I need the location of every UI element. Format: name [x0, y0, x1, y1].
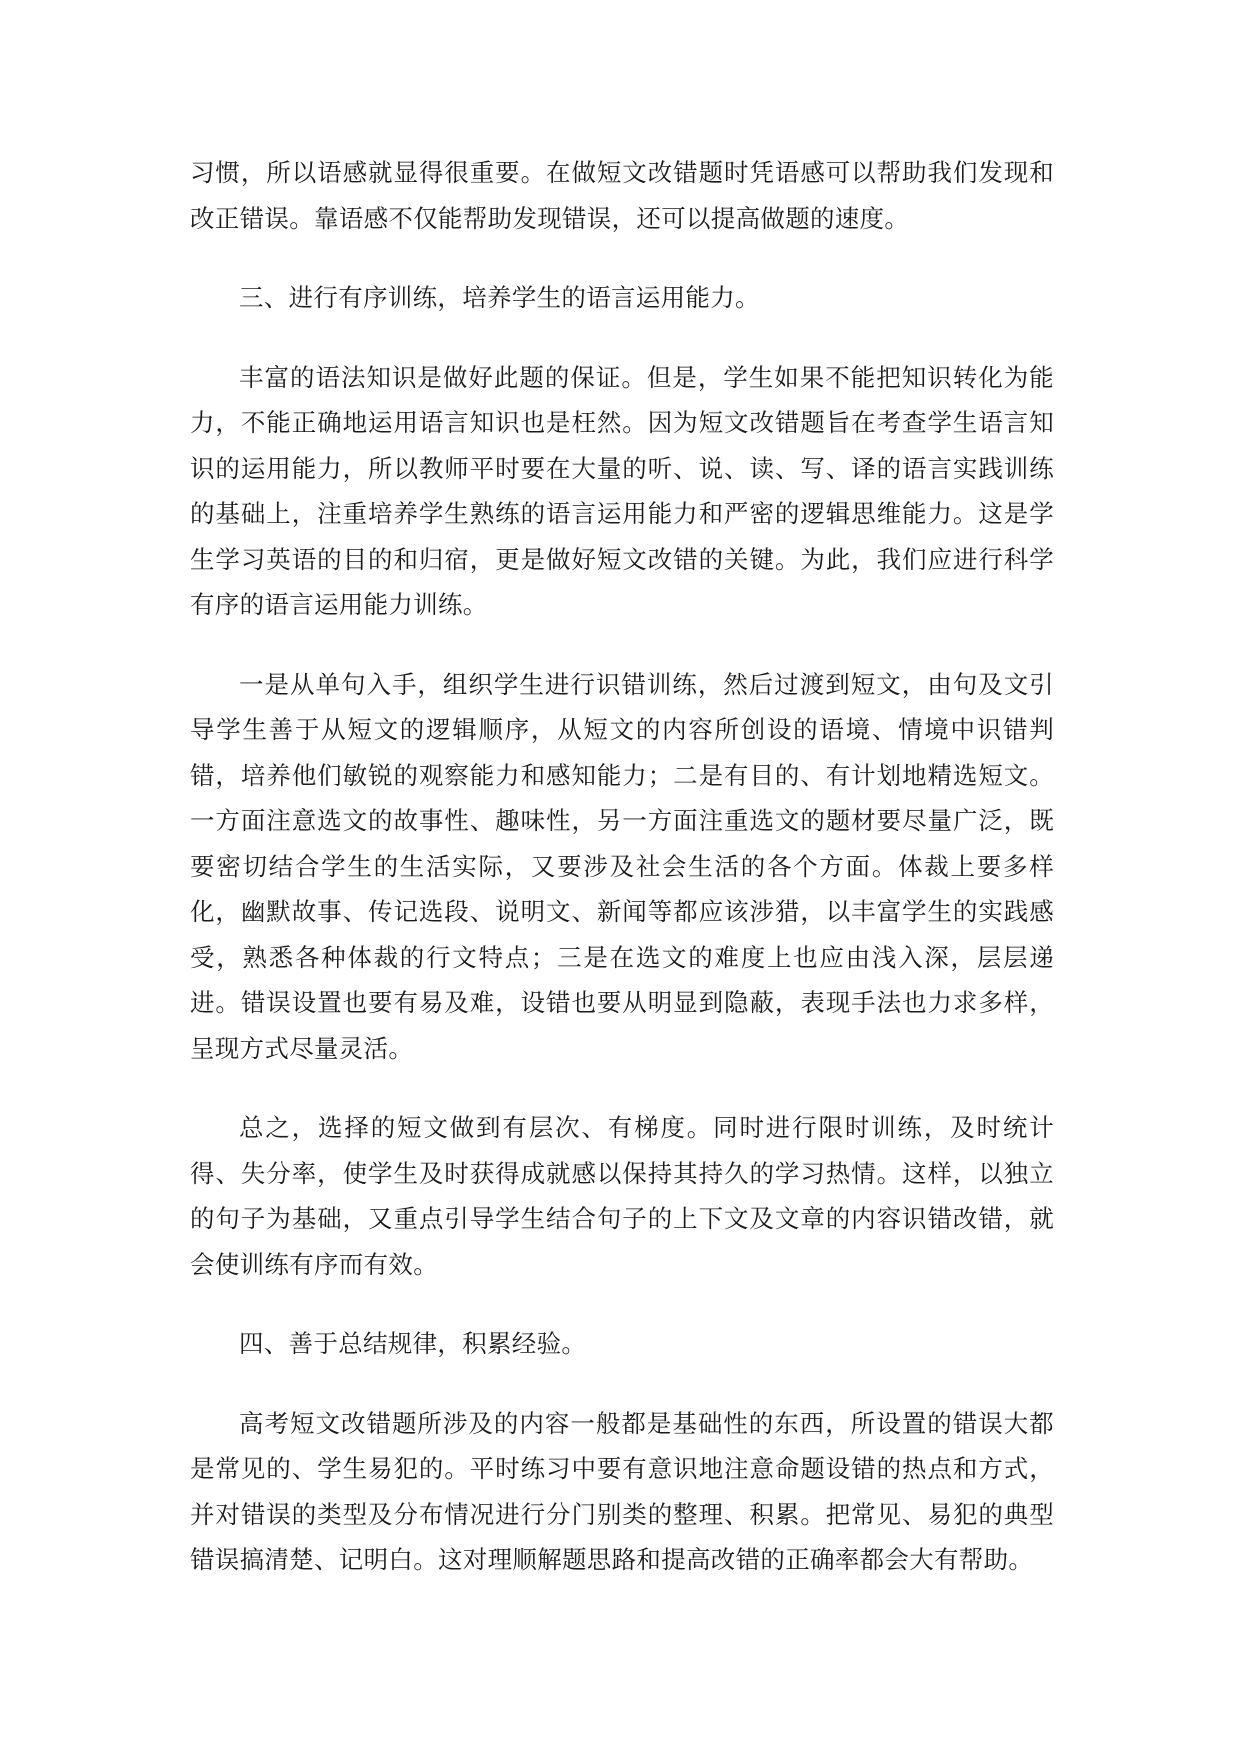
section-heading-four: 四、善于总结规律，积累经验。	[239, 1329, 587, 1358]
paragraph-training-steps: 一是从单句入手，组织学生进行识错训练，然后过渡到短文，由句及文引导学生善于从短文的逻辑顺序，从短文的内容所创设的语境、情境中识错判错，培养他们敏锐的观察能力和感知能力；二是有目的、有计划地精选短文。一方面注意选文的故事性、趣味性，另一方面注重选文的题材要尽量广泛，既要密切结合学生的生活实际，又要涉及社会生活的各个方面。体裁上要多样化，幽默故事、传记选段、说明文、新闻等都应该涉猎，以丰富学生的实践感受，熟悉各种体裁的行文特点；三是在选文的难度上也应由浅入深，层层递进。错误设置也要有易及难，设错也要从明显到隐蔽，表现手法也力求多样，呈现方式尽量灵活。	[190, 669, 1054, 1063]
paragraph-continued: 习惯，所以语感就显得很重要。在做短文改错题时凭语感可以帮助我们发现和改正错误。靠语感不仅能帮助发现错误，还可以提高做题的速度。	[190, 158, 1054, 233]
paragraph-grammar-knowledge: 丰富的语法知识是做好此题的保证。但是，学生如果不能把知识转化为能力，不能正确地运用语言知识也是枉然。因为短文改错题旨在考查学生语言知识的运用能力，所以教师平时要在大量的听、说、读、写、译的语言实践训练的基础上，注重培养学生熟练的语言运用能力和严密的逻辑思维能力。这是学生学习英语的目的和归宿，更是做好短文改错的关键。为此，我们应进行科学有序的语言运用能力训练。	[190, 362, 1054, 619]
document-body	[190, 150, 1054, 1617]
paragraph-exam-errors: 高考短文改错题所涉及的内容一般都是基础性的东西，所设置的错误大都是常见的、学生易犯的。平时练习中要有意识地注意命题设错的热点和方式，并对错误的类型及分布情况进行分门别类的整理、积累。把常见、易犯的典型错误搞清楚、记明白。这对理顺解题思路和提高改错的正确率都会大有帮助。	[190, 1408, 1054, 1574]
paragraph-summary: 总之，选择的短文做到有层次、有梯度。同时进行限时训练，及时统计得、失分率，使学生及时获得成就感以保持其持久的学习热情。这样，以独立的句子为基础，又重点引导学生结合句子的上下文及文章的内容识错改错，就会使训练有序而有效。	[190, 1113, 1054, 1279]
section-heading-three: 三、进行有序训练，培养学生的语言运用能力。	[239, 283, 760, 312]
